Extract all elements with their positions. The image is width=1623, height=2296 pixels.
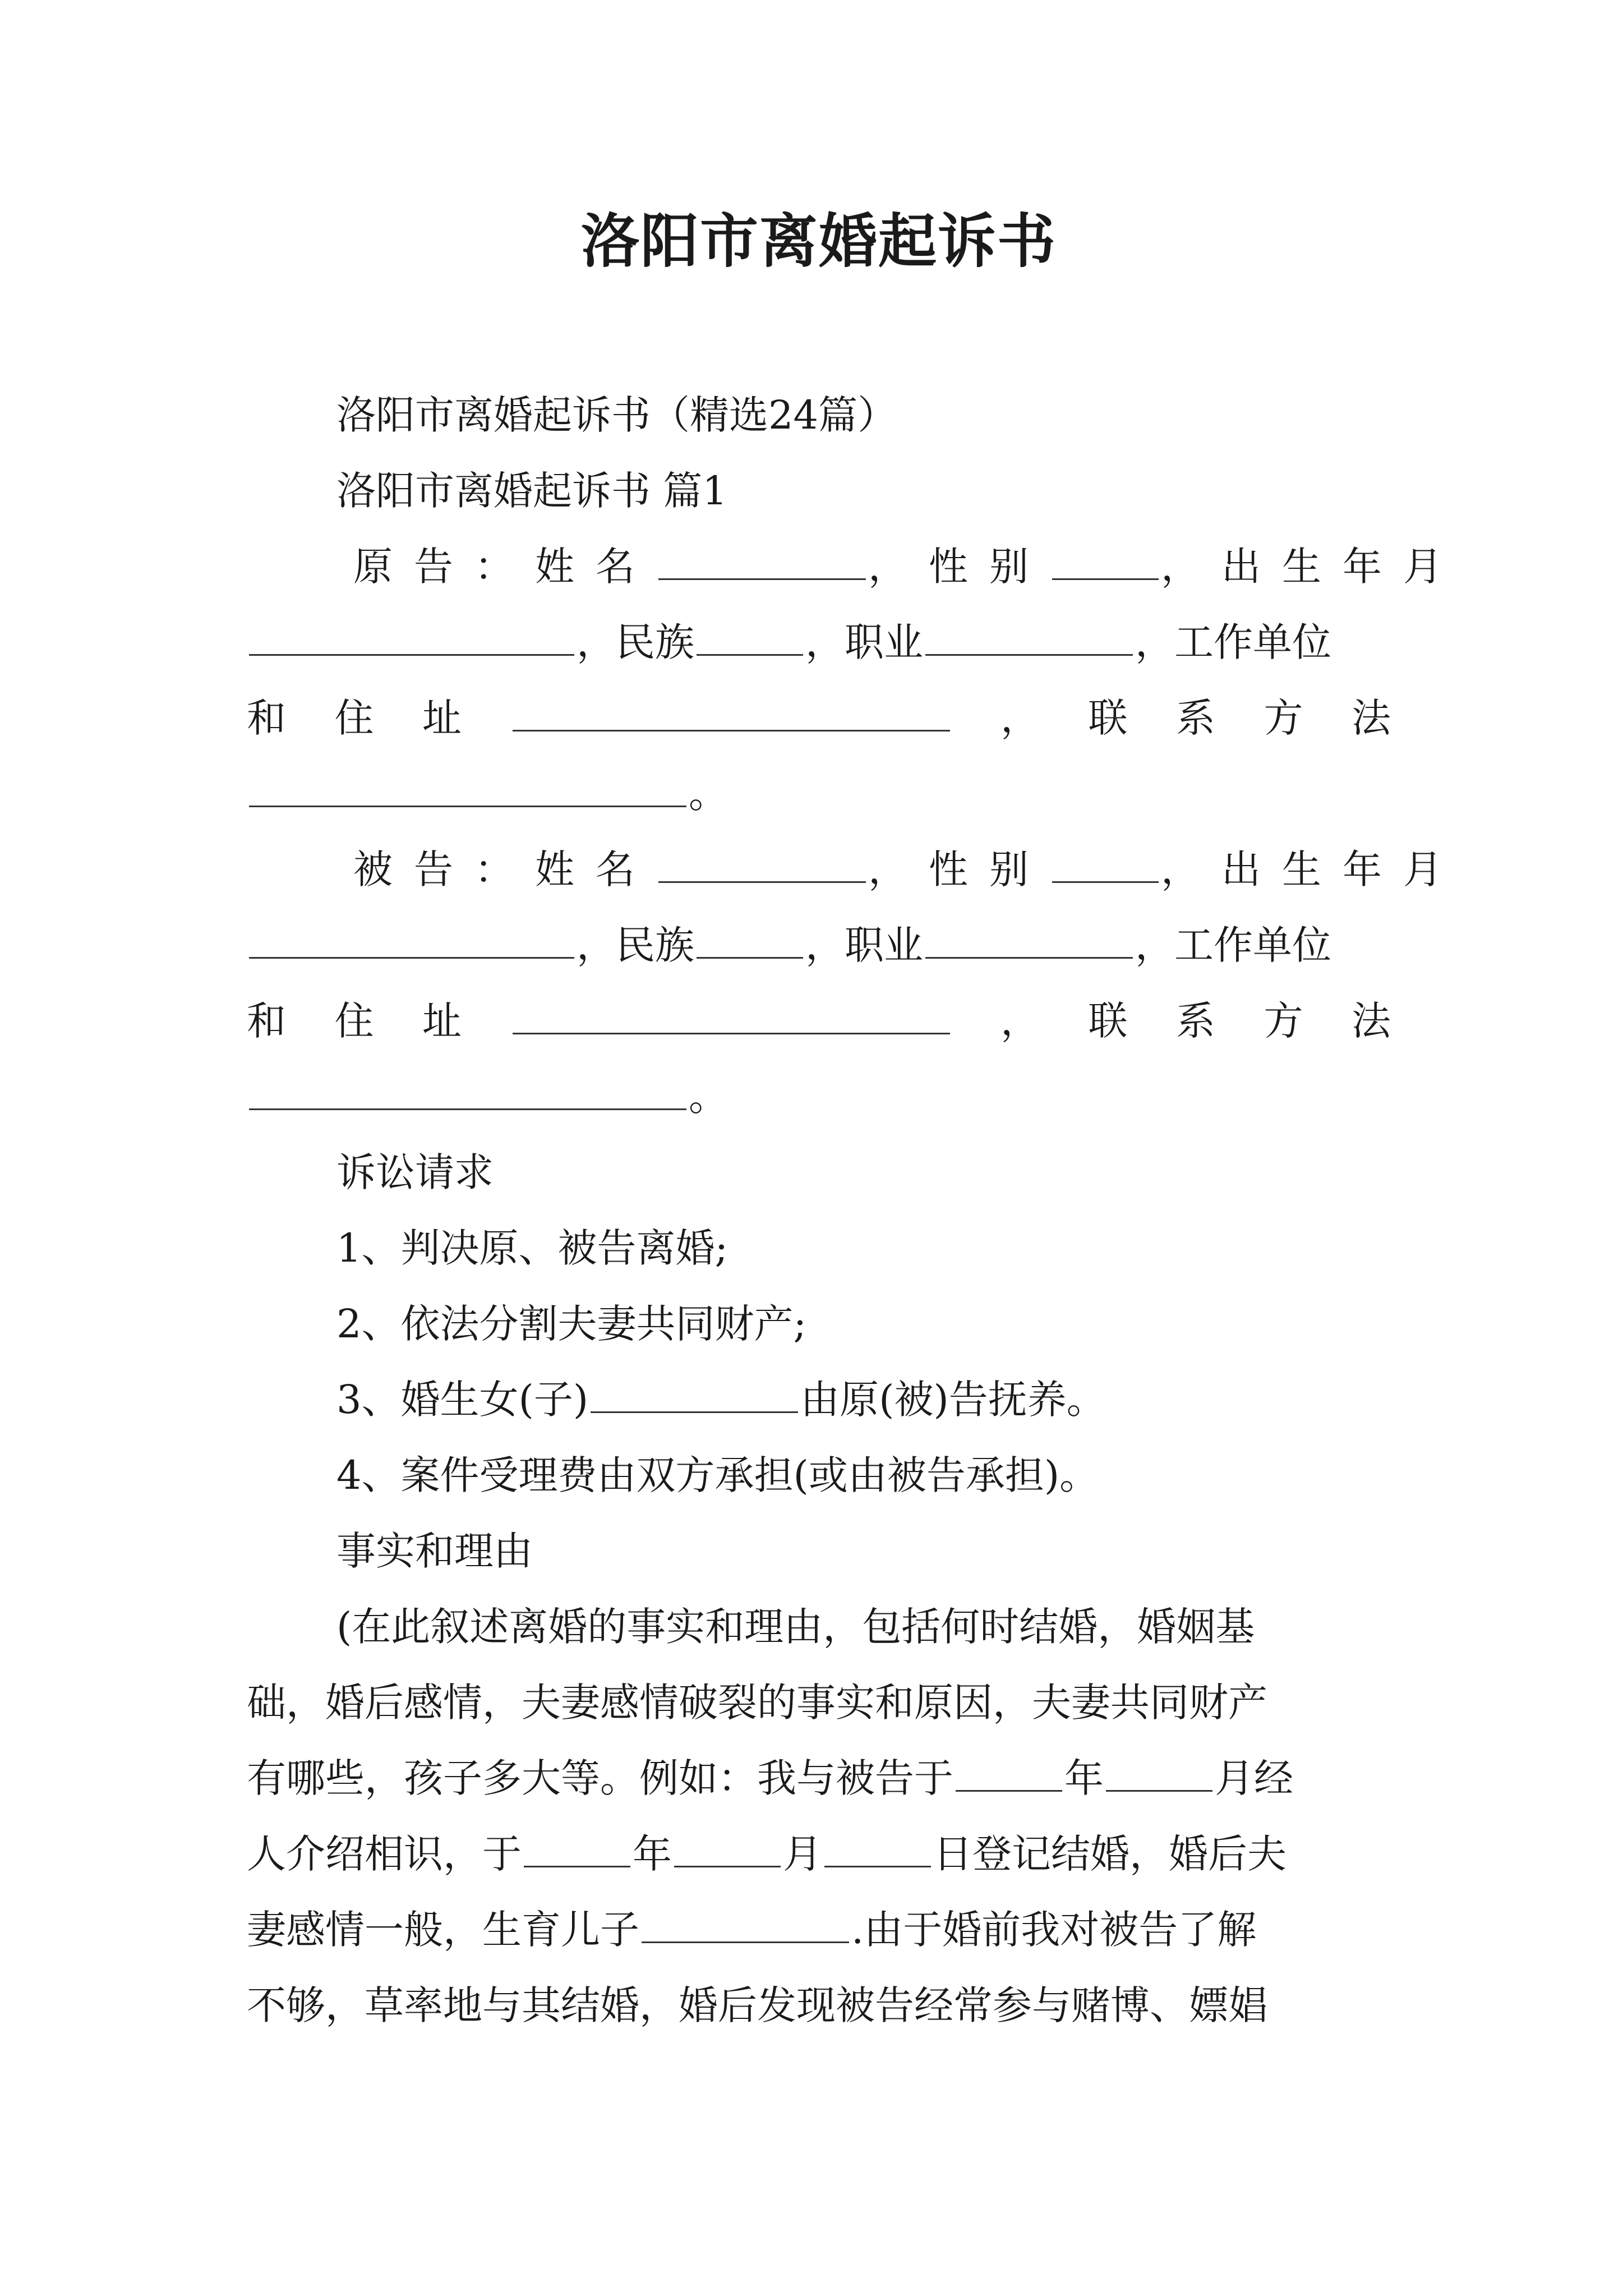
claim-3 [247, 1372, 1391, 1428]
facts-text: (在此叙述离婚的事实和理由，包括何时结婚，婚姻基 [336, 1604, 1255, 1650]
contact-char: 法 [1352, 998, 1391, 1044]
chapter-heading: 洛阳市离婚起诉书 篇1 [336, 468, 727, 514]
facts-text: 妻感情一般，生育儿子 [247, 1907, 639, 1953]
claim-3-tail: 由原(被)告抚养。 [800, 1377, 1106, 1423]
addr-char: 址 [422, 695, 462, 741]
year-blank[interactable] [524, 1832, 630, 1867]
contact-char: 方 [1264, 695, 1303, 741]
plaintiff-job-blank[interactable] [925, 620, 1133, 656]
defendant-ethnicity-blank[interactable] [697, 923, 803, 959]
defendant-unit-label: ，工作单位 [1135, 922, 1331, 968]
claim-1: 1、判决原、被告离婚; [336, 1225, 728, 1271]
plaintiff-birth-label: ，出生年月 [1161, 544, 1464, 590]
plaintiff-contact-blank[interactable] [249, 772, 686, 807]
defendant-line-4 [247, 1069, 1391, 1125]
subtitle: 洛阳市离婚起诉书（精选24篇） [336, 392, 897, 438]
plaintiff-sex-label: ，性别 [868, 544, 1050, 590]
defendant-sex-label: ，性别 [868, 846, 1050, 892]
plaintiff-birth-blank[interactable] [249, 620, 574, 656]
month-blank[interactable] [1106, 1756, 1212, 1792]
plaintiff-line-4 [247, 766, 1391, 822]
facts-line-2: 础，婚后感情，夫妻感情破裂的事实和原因，夫妻共同财产 [247, 1680, 1267, 1726]
addr-char: 住 [334, 695, 374, 741]
facts-text: 年 [1064, 1755, 1104, 1801]
defendant-sex-blank[interactable] [1052, 848, 1159, 883]
defendant-name-label: 被告：姓名 [353, 846, 656, 892]
son-blank[interactable] [642, 1908, 849, 1943]
addr-char: 住 [334, 998, 374, 1044]
claim-2: 2、依法分割夫妻共同财产; [336, 1301, 807, 1347]
facts-line-4 [247, 1826, 1391, 1882]
year-blank[interactable] [956, 1756, 1062, 1792]
period: 。 [689, 1074, 728, 1120]
defendant-line-1 [247, 841, 1464, 898]
defendant-line-3 [247, 993, 1391, 1049]
facts-text: .由于婚前我对被告了解 [851, 1907, 1257, 1953]
addr-char: 和 [247, 998, 286, 1044]
facts-text: 有哪些，孩子多大等。例如：我与被告于 [247, 1755, 953, 1801]
claims-heading: 诉讼请求 [336, 1149, 494, 1195]
defendant-address-blank[interactable] [513, 999, 950, 1034]
plaintiff-name-blank[interactable] [658, 545, 866, 580]
plaintiff-line-3 [247, 690, 1391, 746]
facts-line-6: 不够，草率地与其结婚，婚后发现被告经常参与赌博、嫖娼 [247, 1982, 1267, 2028]
month-blank[interactable] [674, 1832, 781, 1867]
facts-line-1 [247, 1599, 1391, 1655]
facts-line-5 [247, 1902, 1391, 1958]
contact-char: 联 [1088, 998, 1128, 1044]
contact-char: 系 [1176, 998, 1215, 1044]
plaintiff-name-label: 原告：姓名 [353, 544, 656, 590]
plaintiff-ethnicity-blank[interactable] [697, 620, 803, 656]
claim-4: 4、案件受理费由双方承担(或由被告承担)。 [336, 1452, 1099, 1498]
comma: ， [1000, 695, 1040, 741]
facts-text: 月经 [1215, 1755, 1293, 1801]
defendant-line-2 [247, 917, 1391, 973]
addr-char: 址 [422, 998, 462, 1044]
plaintiff-line-1 [247, 539, 1464, 595]
document-title: 洛阳市离婚起诉书 [580, 206, 1057, 275]
defendant-name-blank[interactable] [658, 848, 866, 883]
claim-3-text: 3、婚生女(子) [336, 1377, 589, 1423]
day-blank[interactable] [824, 1832, 931, 1867]
facts-line-3 [247, 1750, 1391, 1806]
facts-text: 日登记结婚，婚后夫 [933, 1831, 1287, 1877]
contact-char: 联 [1088, 695, 1128, 741]
contact-char: 法 [1352, 695, 1391, 741]
defendant-birth-blank[interactable] [249, 923, 574, 959]
defendant-contact-blank[interactable] [249, 1075, 686, 1110]
defendant-job-blank[interactable] [925, 923, 1133, 959]
contact-char: 系 [1176, 695, 1215, 741]
facts-text: 月 [783, 1831, 822, 1877]
plaintiff-line-2 [247, 614, 1391, 670]
period: 。 [689, 771, 728, 817]
facts-text: 年 [633, 1831, 672, 1877]
plaintiff-address-blank[interactable] [513, 696, 950, 731]
plaintiff-ethnicity-label: ，民族 [577, 619, 694, 665]
contact-char: 方 [1264, 998, 1303, 1044]
defendant-job-label: ，职业 [805, 922, 923, 968]
addr-char: 和 [247, 695, 286, 741]
facts-text: 人介绍相识，于 [247, 1831, 522, 1877]
plaintiff-job-label: ，职业 [805, 619, 923, 665]
plaintiff-sex-blank[interactable] [1052, 545, 1159, 580]
plaintiff-unit-label: ，工作单位 [1135, 619, 1331, 665]
child-blank[interactable] [591, 1378, 798, 1413]
defendant-birth-label: ，出生年月 [1161, 846, 1464, 892]
defendant-ethnicity-label: ，民族 [577, 922, 694, 968]
comma: ， [1000, 998, 1040, 1044]
facts-heading: 事实和理由 [336, 1528, 533, 1574]
